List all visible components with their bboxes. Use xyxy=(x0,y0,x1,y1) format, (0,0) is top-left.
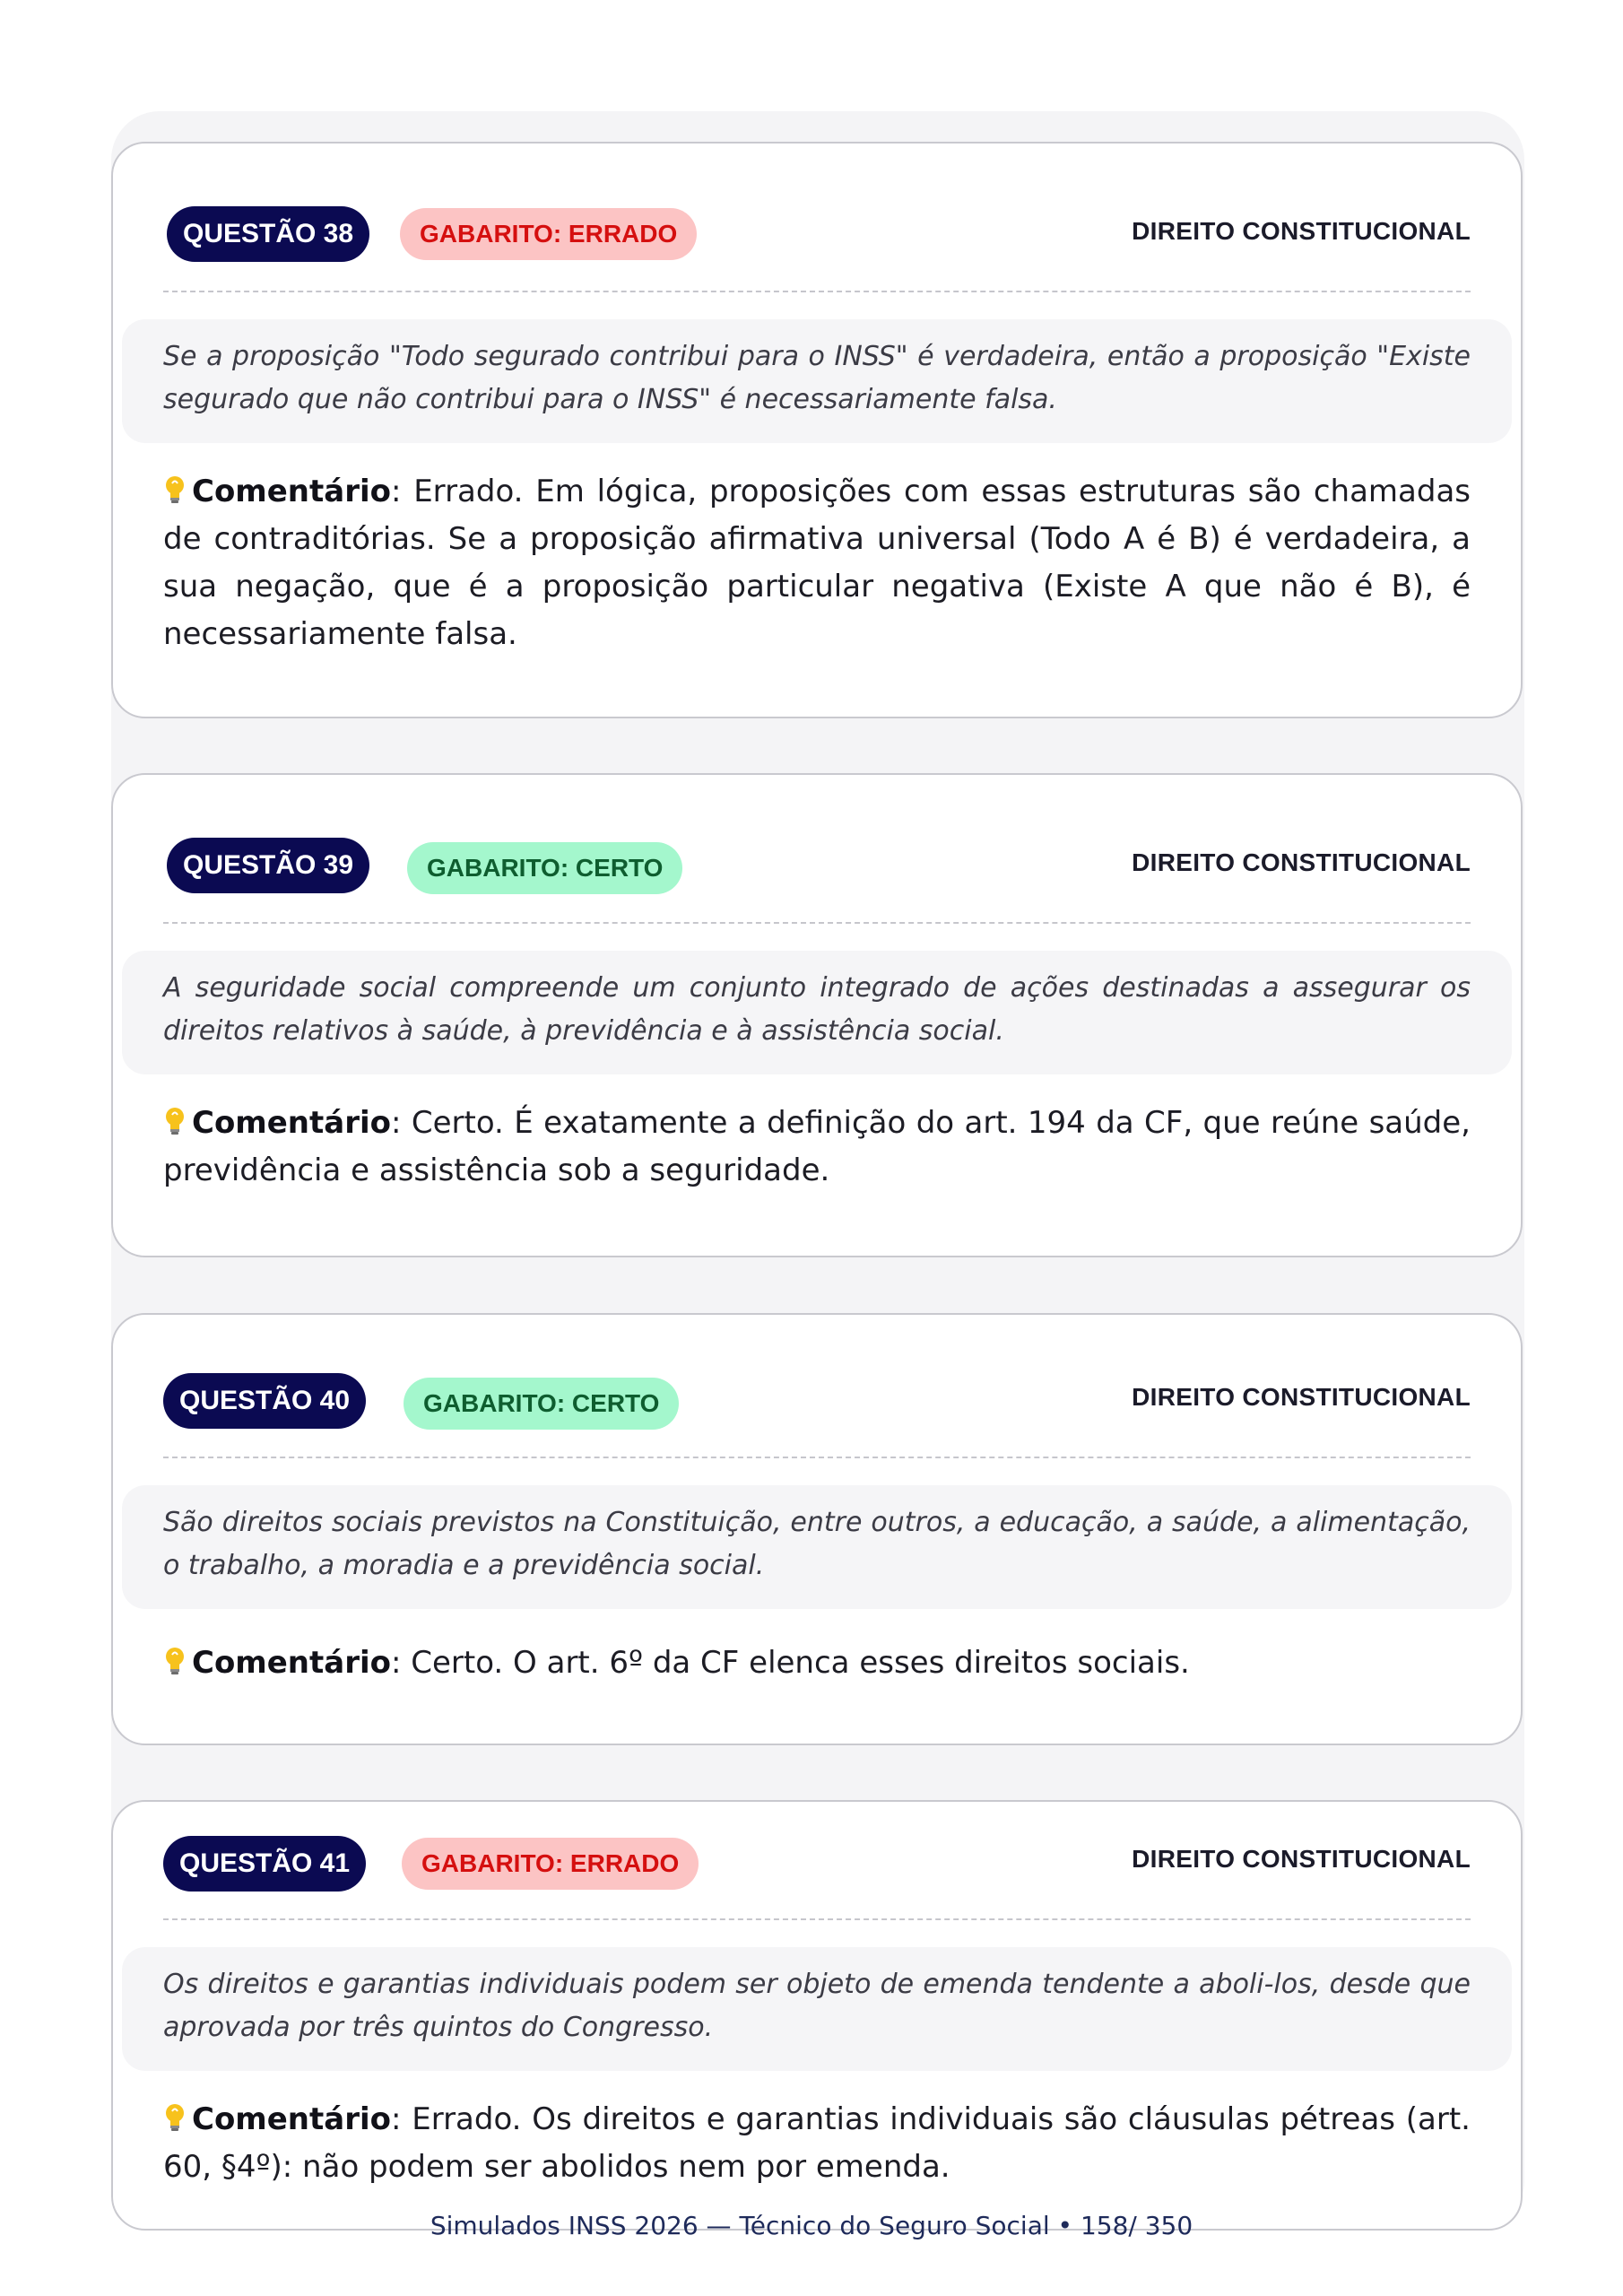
question-number-badge: QUESTÃO 40 xyxy=(163,1373,366,1429)
lightbulb-icon xyxy=(163,1106,187,1136)
divider xyxy=(163,922,1471,924)
comment-text: : Errado. Em lógica, proposições com essas estruturas são chamadas de contraditórias. Se a proposição afirmativa universal (Todo A é B) é verdadeira, a sua negação, que é a proposição particular negativa (Existe A que não é B), é necessariamente falsa. xyxy=(163,474,1471,652)
subject-label: DIREITO CONSTITUCIONAL xyxy=(1132,217,1471,245)
question-number-badge: QUESTÃO 41 xyxy=(163,1836,366,1892)
divider xyxy=(163,1918,1471,1920)
lightbulb-icon xyxy=(163,474,187,505)
question-card-38 xyxy=(111,142,1523,718)
question-card-41 xyxy=(111,1800,1523,2231)
question-card-40 xyxy=(111,1313,1523,1745)
subject-label: DIREITO CONSTITUCIONAL xyxy=(1132,848,1471,876)
subject-label: DIREITO CONSTITUCIONAL xyxy=(1132,1383,1471,1411)
statement-text: Se a proposição "Todo segurado contribui para o INSS" é verdadeira, então a proposição "Existe segurado que não contribui para o INSS" é necessariamente falsa. xyxy=(163,341,1471,415)
lightbulb-icon xyxy=(163,2102,187,2133)
question-card-39 xyxy=(111,773,1523,1257)
statement-text: São direitos sociais previstos na Constituição, entre outros, a educação, a saúde, a alimentação, o trabalho, a moradia e a previdência social. xyxy=(163,1507,1471,1581)
question-number-badge: QUESTÃO 38 xyxy=(167,206,369,262)
statement-box xyxy=(122,319,1512,443)
statement-box xyxy=(122,1947,1512,2071)
page-footer: Simulados INSS 2026 — Técnico do Seguro Social • 158/ 350 xyxy=(430,2211,1193,2240)
comment-label: Comentário xyxy=(192,1645,391,1681)
divider xyxy=(163,1457,1471,1458)
answer-key-badge: GABARITO: CERTO xyxy=(404,1378,679,1430)
comment-label: Comentário xyxy=(192,2101,391,2137)
subject-label: DIREITO CONSTITUCIONAL xyxy=(1132,1845,1471,1873)
comment xyxy=(163,1639,1471,1687)
answer-key-badge: GABARITO: ERRADO xyxy=(402,1838,699,1890)
statement-box xyxy=(122,951,1512,1074)
answer-key-badge: GABARITO: ERRADO xyxy=(400,208,697,260)
lightbulb-icon xyxy=(163,1646,187,1676)
question-number-badge: QUESTÃO 39 xyxy=(167,838,369,893)
comment xyxy=(163,1100,1471,1195)
comment-text: : Certo. O art. 6º da CF elenca esses direitos sociais. xyxy=(390,1645,1190,1681)
comment-label: Comentário xyxy=(192,1105,391,1141)
comment xyxy=(163,2096,1471,2191)
statement-text: A seguridade social compreende um conjunto integrado de ações destinadas a assegurar os direitos relativos à saúde, à previdência e à assistência social. xyxy=(163,972,1471,1047)
comment-text: : Errado. Os direitos e garantias individuais são cláusulas pétreas (art. 60, §4º): não podem ser abolidos nem por emenda. xyxy=(163,2101,1471,2185)
comment xyxy=(163,468,1471,658)
statement-box xyxy=(122,1485,1512,1609)
comment-text: : Certo. É exatamente a definição do art. 194 da CF, que reúne saúde, previdência e assistência sob a seguridade. xyxy=(163,1105,1471,1188)
divider xyxy=(163,291,1471,292)
statement-text: Os direitos e garantias individuais podem ser objeto de emenda tendente a aboli-los, desde que aprovada por três quintos do Congresso. xyxy=(163,1969,1471,2043)
answer-key-badge: GABARITO: CERTO xyxy=(407,842,682,894)
comment-label: Comentário xyxy=(192,474,391,509)
